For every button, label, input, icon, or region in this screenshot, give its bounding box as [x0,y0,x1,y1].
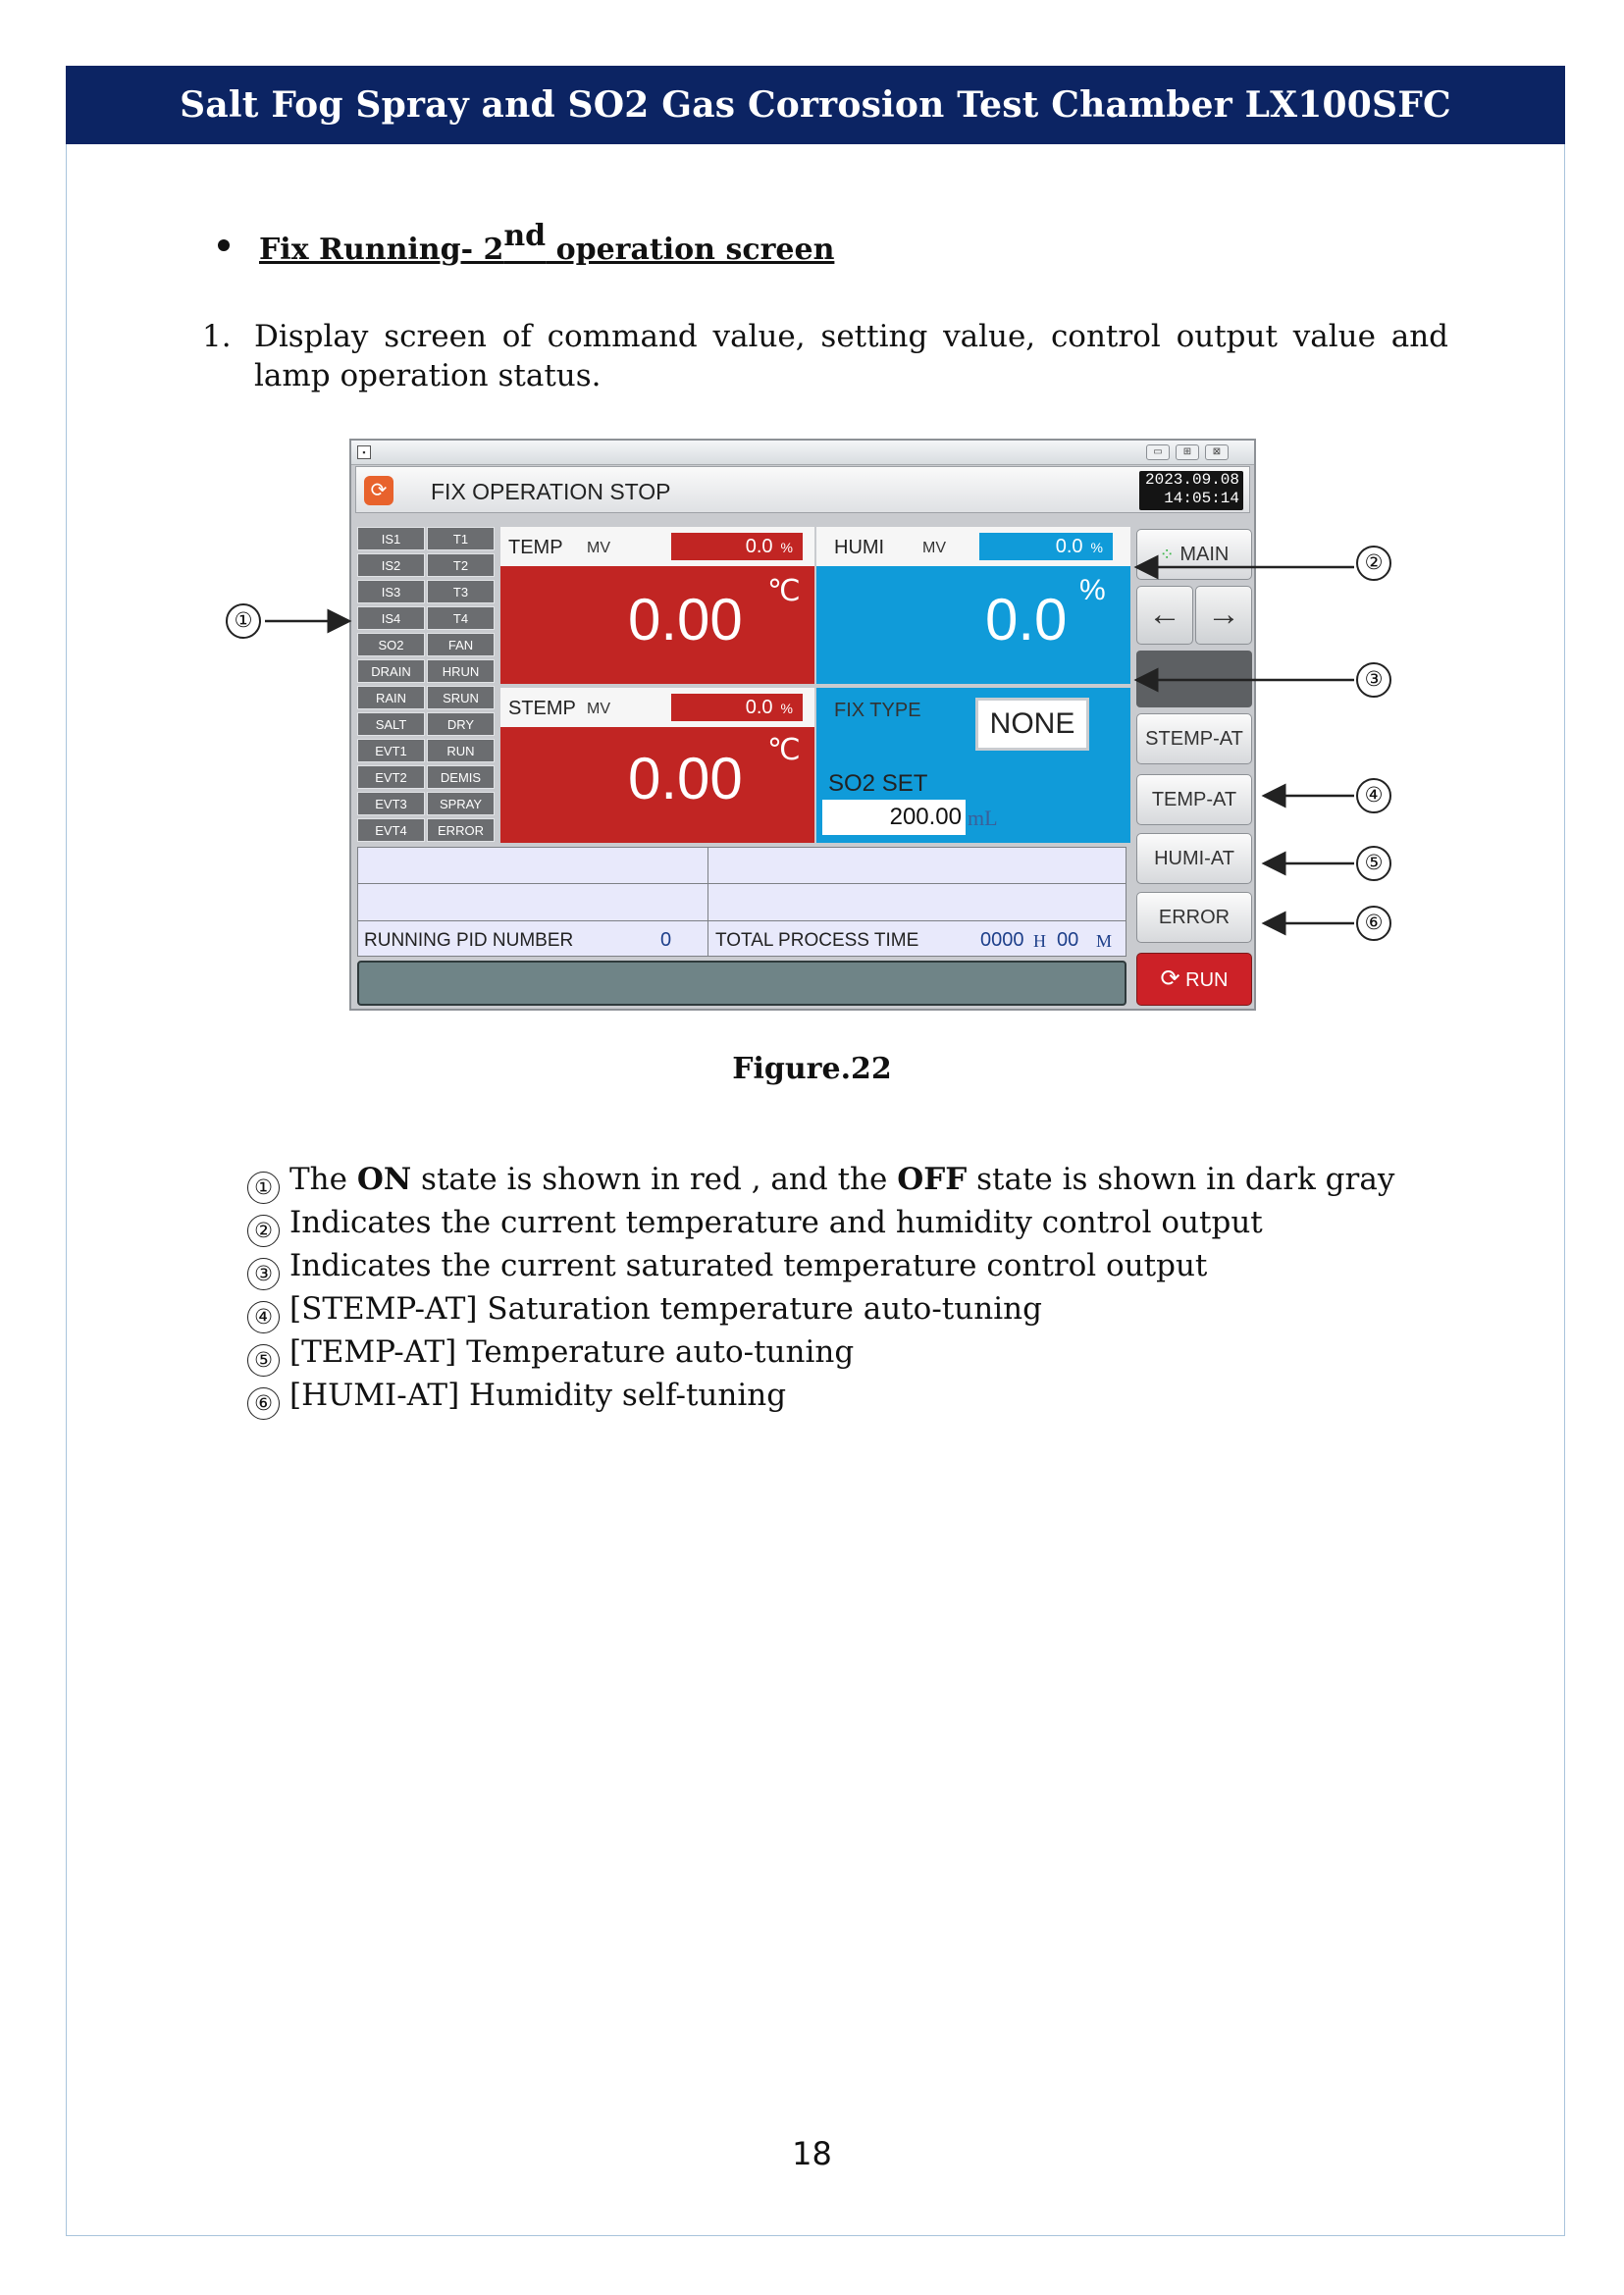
humi-unit: % [1079,574,1106,606]
run-button-label: RUN [1185,969,1229,991]
callout-3: ③ [1356,662,1391,698]
lamp-is1: IS1 [357,527,425,550]
arrow-right-icon[interactable]: → [1195,586,1252,645]
paragraph-text: Display screen of command value, setting value, control output value and lamp operation status. [254,319,1448,393]
running-pid-label: RUNNING PID NUMBER [364,930,574,951]
humi-label: HUMI [834,537,885,558]
lamp-t3: T3 [427,580,495,603]
callout-6: ⑥ [1356,906,1391,941]
legend-item [247,1333,1394,1377]
temp-mv-label: MV [587,540,610,556]
humi-mv-label: MV [922,540,946,556]
heading-text: Fix Running- 2nd operation screen [259,219,835,267]
legend-item [247,1290,1394,1333]
legend-mark: ③ [247,1258,280,1290]
page-number: 18 [792,2135,832,2172]
callout-5: ⑤ [1356,846,1391,881]
lamp-hrun: HRUN [427,659,495,683]
lamp-t1: T1 [427,527,495,550]
lamp-t2: T2 [427,553,495,577]
callout-1: ① [226,603,261,639]
lamp-fan: FAN [427,633,495,656]
legend-mark: ⑤ [247,1344,280,1377]
lamp-is3: IS3 [357,580,425,603]
legend-item [247,1204,1394,1247]
hours-unit: H [1033,931,1046,951]
lamp-so2: SO2 [357,633,425,656]
humi-at-button[interactable]: HUMI-AT [1136,833,1252,884]
lamp-evt1: EVT1 [357,739,425,762]
refresh-app-icon[interactable]: ⟳ [364,476,393,505]
temp-mv-value: 0.0 % [671,533,803,560]
lamp-rain: RAIN [357,686,425,709]
humi-value: 0.0 [985,587,1068,652]
running-pid-value: 0 [660,929,672,951]
figure-caption: Figure.22 [732,1052,892,1086]
stemp-value: 0.00 [628,746,743,811]
fix-type-select-button[interactable]: NONE [975,698,1089,751]
window-system-icon: ▪ [357,445,371,459]
temp-value: 0.00 [628,587,743,652]
arrow-left-icon[interactable]: ← [1136,586,1193,645]
lamp-evt2: EVT2 [357,765,425,789]
legend-list [247,1161,1394,1420]
so2-unit: mL [968,806,998,830]
refresh-icon: ⟳ [1160,965,1180,992]
lamp-salt: SALT [357,712,425,736]
lamp-spray: SPRAY [427,792,495,815]
legend-text: Indicates the current temperature and humidity control output [289,1205,1263,1240]
lamp-evt4: EVT4 [357,818,425,842]
total-time-hours: 0000 [980,929,1024,951]
stemp-mv-value: 0.0 % [671,694,803,721]
stemp-mv-label: MV [587,701,610,717]
time-text: 14:05:14 [1164,490,1239,507]
callout-4: ④ [1356,778,1391,813]
legend-mark: ④ [247,1301,280,1333]
fix-type-label: FIX TYPE [834,700,921,721]
lamp-demis: DEMIS [427,765,495,789]
maximize-icon[interactable]: ⊞ [1176,444,1199,460]
close-icon[interactable]: ⊠ [1205,444,1229,460]
grid-dots-icon: ⁘ [1159,545,1175,564]
date-text: 2023.09.08 [1144,471,1239,489]
lamp-t4: T4 [427,606,495,630]
so2-set-input[interactable]: 200.00 [822,800,966,835]
lamp-run: RUN [427,739,495,762]
stemp-label: STEMP [508,698,576,719]
temp-unit: ℃ [767,575,801,607]
main-button-label: MAIN [1179,544,1230,565]
legend-mark: ⑥ [247,1387,280,1420]
legend-item [247,1247,1394,1290]
legend-text: [STEMP-AT] Saturation temperature auto-tuning [289,1291,1042,1327]
document-header: Salt Fog Spray and SO2 Gas Corrosion Test Chamber LX100SFC [66,66,1565,144]
stemp-unit: ℃ [767,734,801,766]
total-time-minutes: 00 [1057,929,1079,951]
lamp-srun: SRUN [427,686,495,709]
lamp-error: ERROR [427,818,495,842]
temp-at-button[interactable]: TEMP-AT [1136,774,1252,825]
lamp-is4: IS4 [357,606,425,630]
legend-text: [TEMP-AT] Temperature auto-tuning [289,1334,855,1370]
legend-text: [HUMI-AT] Humidity self-tuning [289,1378,787,1413]
total-process-time-label: TOTAL PROCESS TIME [715,930,919,951]
lamp-is2: IS2 [357,553,425,577]
minutes-unit: M [1096,931,1113,951]
error-button[interactable]: ERROR [1136,892,1252,943]
legend-mark: ① [247,1172,280,1204]
temp-label: TEMP [508,537,563,558]
screen-title: FIX OPERATION STOP [431,479,671,504]
callout-2: ② [1356,546,1391,581]
lamp-dry: DRY [427,712,495,736]
lamp-evt3: EVT3 [357,792,425,815]
humi-mv-value: 0.0 % [979,533,1113,560]
legend-item [247,1377,1394,1420]
stemp-at-button[interactable]: STEMP-AT [1136,713,1252,764]
so2-set-label: SO2 SET [828,770,928,797]
minimize-icon[interactable]: ▭ [1146,444,1170,460]
legend-text: Indicates the current saturated temperature control output [289,1248,1208,1283]
legend-mark: ② [247,1215,280,1247]
paragraph-number: 1. [202,319,232,354]
legend-item: ① The ON state is shown in red , and the OFF state is shown in dark gray [247,1161,1394,1204]
lamp-drain: DRAIN [357,659,425,683]
